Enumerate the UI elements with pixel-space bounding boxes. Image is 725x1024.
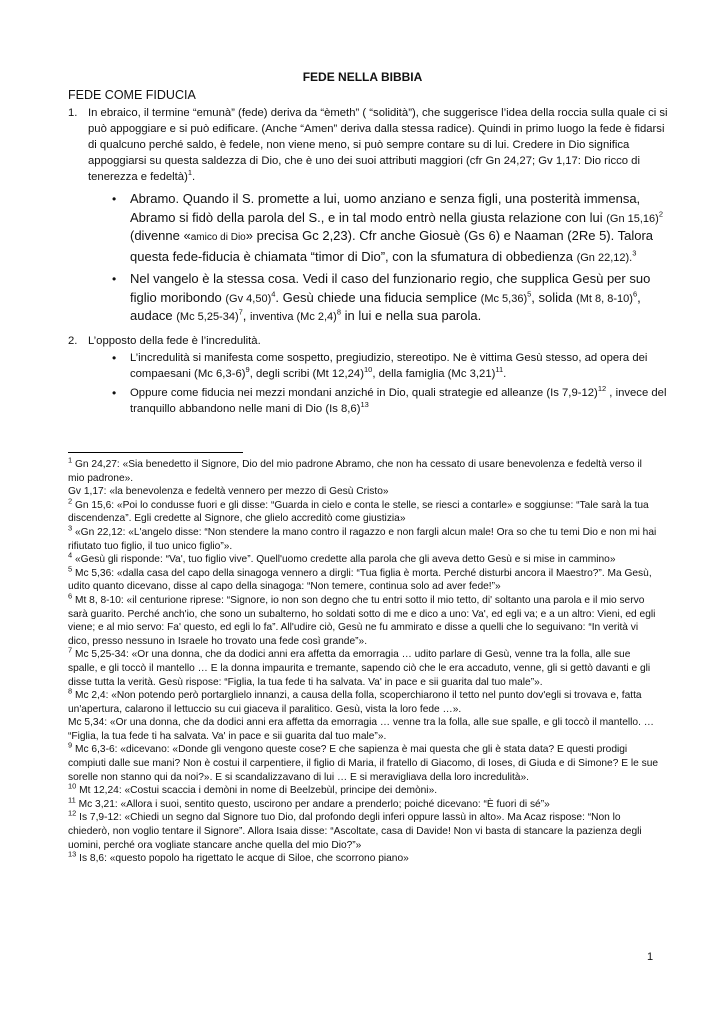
footnote-text: Mc 5,36: «dalla casa del capo della sinagoga vennero a dirgli: “Tua figlia è morta. Perché disturbi ancora il Maestro?”. Ma Gesù, udito quanto dicevano, disse al capo della sinagoga: “Non temere, continua solo ad aver fede!”» — [68, 567, 652, 593]
citation: (Mc 5,36) — [480, 292, 528, 305]
footnote — [68, 485, 660, 499]
bullet-text: , della famiglia (Mc 3,21) — [372, 368, 496, 380]
footnote — [68, 550, 660, 567]
citation: (Gv 4,50) — [225, 292, 272, 305]
bullet-text: , invece del tranquillo abbandono nelle mani di Dio (Is 8,6) — [130, 387, 667, 415]
footnote — [68, 849, 660, 866]
section-heading: FEDE COME FIDUCIA — [68, 88, 196, 102]
footnote — [68, 564, 660, 594]
footnote-text: Gv 1,17: «la benevolenza e fedeltà vennero per mezzo di Gesù Cristo» — [68, 486, 389, 498]
bullet-text: Oppure come fiducia nei mezzi mondani anziché in Dio, quali strategie ed alleanze (Is 7,9-12) — [130, 387, 598, 399]
bullet-abramo — [112, 190, 675, 266]
footnote-number: 4 — [68, 550, 73, 560]
footnote-separator — [68, 452, 243, 453]
footnote-text: Gn 15,6: «Poi lo condusse fuori e gli disse: “Guarda in cielo e conta le stelle, se riesci a contarle» e soggiunse: “Tale sarà la tua discendenza”. Egli credette al Signore, che glielo accreditò come giustizia» — [68, 499, 649, 525]
footnote-number: 10 — [68, 781, 77, 791]
footnote-text: Mt 12,24: «Costui scaccia i demòni in nome di Beelzebùl, principe dei demòni». — [76, 785, 438, 797]
footnote-ref[interactable]: 6 — [632, 289, 638, 299]
footnote-ref[interactable]: 4 — [271, 289, 276, 299]
bullet-text: . — [503, 368, 507, 380]
footnote-text: Mc 2,4: «Non potendo però portarglielo innanzi, a causa della folla, scoperchiarono il tetto nel punto dov'egli si trovava e, fatta un'apertura, calarono il lettuccio su cui giaceva il paralitico. Gesù, vista la loro fede …». — [68, 690, 642, 715]
bullet-incredulita — [112, 350, 675, 382]
citation: (Mt 8, 8-10) — [576, 292, 633, 305]
footnote-ref[interactable]: 9 — [245, 365, 250, 375]
bullet-text: L’incredulità si manifesta come sospetto, pregiudizio, stereotipo. Ne è vittima Gesù stesso, ad opera dei compaesani (Mc 6,3-6) — [130, 352, 648, 380]
footnote-text: Mc 5,34: «Or una donna, che da dodici anni era affetta da emorragia … venne tra la folla, alle sue spalle, e gli toccò il mantello. … “Figlia, la tua fede ti ha salvata. Va' in pace e sii guarita dal tuo male”». — [68, 717, 654, 742]
bullet-text: , degli scribi (Mt 12,24) — [249, 368, 364, 380]
list-number: 2. — [68, 335, 78, 347]
footnote-number: 9 — [68, 741, 73, 751]
footnote-number: 12 — [68, 809, 77, 819]
item-text: L’opposto della fede è l’incredulità. — [88, 335, 261, 347]
footnote-number: 6 — [68, 591, 73, 601]
footnote-ref[interactable]: 10 — [363, 365, 373, 375]
bullet-icon: • — [112, 386, 117, 400]
citation: (Gn 15,16) — [606, 212, 659, 225]
footnote — [68, 743, 660, 784]
footnote — [68, 716, 660, 743]
footnote — [68, 523, 660, 553]
bullet-text: . Gesù chiede una fiducia semplice — [275, 289, 481, 305]
footnote — [68, 591, 660, 648]
bullet-text: Abramo. Quando il S. promette a lui, uomo anziano e senza figli, una posterità immensa, Abramo si fidò della parola del S., e in tal modo entrò nella giusta relazione con lui — [130, 191, 641, 225]
footnote-number: 13 — [68, 849, 77, 859]
footnote-text: Is 8,6: «questo popolo ha rigettato le acque di Siloe, che scorrono piano» — [76, 853, 409, 865]
footnote-text: «Gesù gli risponde: “Va', tuo figlio vive”. Quell'uomo credette alla parola che gli aveva detto Gesù e si mise in cammino» — [72, 554, 616, 566]
bullet-text: , solida — [531, 289, 577, 305]
footnote — [68, 686, 660, 716]
quote: amico di Dio — [190, 232, 246, 243]
footnote — [68, 496, 660, 526]
bullet-text: » precisa Gc 2,23). Cfr anche Giosuè (Gs 6) e Naaman (2Re 5). Talora questa fede-fiducia è chiamata “timor di Dio”, con la sfumatura di obbedienza — [130, 228, 654, 264]
footnote-ref[interactable]: 7 — [238, 307, 243, 317]
footnote — [68, 645, 660, 689]
list-item-1 — [68, 105, 668, 185]
footnote-number: 3 — [68, 523, 73, 533]
bullet-text: , audace — [130, 289, 641, 323]
footnote — [68, 811, 660, 852]
footnote-text: Is 7,9-12: «Chiedi un segno dal Signore tuo Dio, dal profondo degli inferi oppure lassù in alto». Ma Acaz rispose: “Non lo chiederò, non voglio tentare il Signore”. Allora Isaia disse: “Ascoltate, casa di Davide! Non vi basta di stancare la pazienza degli uomini, perché ora vogliate stancare anche quella del mio Dio?”» — [68, 812, 642, 851]
footnote-number: 11 — [68, 795, 76, 805]
footnote-text: Mc 3,21: «Allora i suoi, sentito questo, uscirono per andare a prenderlo; poiché dicevano: “È fuori di sé”» — [75, 798, 550, 810]
list-number: 1. — [68, 107, 78, 119]
footnote-ref[interactable]: 1 — [187, 168, 193, 178]
page-title: FEDE NELLA BIBBIA — [302, 70, 423, 84]
footnote-text: Mt 8, 8-10: «il centurione riprese: “Signore, io non son degno che tu entri sotto il mio tetto, di' soltanto una parola e il mio servo sarà guarito. Perché anch'io, che sono un subalterno, ho soldati sotto di me e dico a uno: Va', ed egli va; e a un altro: Vieni, ed egli viene; e al mio servo: Fa' questo, ed egli lo fa”. All'udire ciò, Gesù ne fu ammirato e disse a quelli che lo seguivano: “In verità vi dico, presso nessuno in Israele ho trovato una fede così grande”». — [68, 594, 656, 647]
footnote-text: «Gn 22,12: «L'angelo disse: “Non stendere la mano contro il ragazzo e non fargli alcun male! Ora so che tu temi Dio e non mi hai rifiutato tuo figlio, il tuo unico figlio”». — [68, 526, 657, 552]
footnote-text: Mc 5,25-34: «Or una donna, che da dodici anni era affetta da emorragia … udito parlare di Gesù, venne tra la folla, alle sue spalle, e gli toccò il mantello … E la donna impaurita e tremante, sapendo ciò che le era accaduto, venne, gli si gettò davanti e gli disse tutta la verità. Gesù rispose: “Figlia, la tua fede ti ha salvata. Va' in pace e sii guarita dal tuo male”». — [68, 649, 651, 688]
footnote-text: Mc 6,3-6: «dicevano: «Donde gli vengono queste cose? E che sapienza è mai questa che gli è stata data? E questi prodigi compiuti dalle sue mani? Non è costui il carpentiere, il figlio di Maria, il fratello di Giacomo, di Ioses, di Giuda e di Simone? E le sue sorelle non stanno qui da noi?». E si scandalizzavano di lui … E si meravigliava della loro incredulità». — [68, 744, 659, 783]
bullet-icon: • — [112, 272, 117, 286]
page-number: 1 — [647, 951, 654, 963]
bullet-text: in lui e nella sua parola. — [341, 308, 482, 323]
bullet-icon: • — [112, 351, 117, 365]
bullet-text: , — [242, 308, 251, 323]
list-item-2 — [68, 333, 668, 349]
citation: (Gn 22,12). — [576, 251, 633, 264]
footnote-ref[interactable]: 3 — [632, 248, 637, 258]
bullet-text: Nel vangelo è la stessa cosa. Vedi il caso del funzionario regio, che supplica Gesù per suo figlio moribondo — [130, 271, 651, 305]
footnote-ref[interactable]: 8 — [336, 307, 342, 317]
footnote — [68, 455, 660, 485]
bullet-fiducia-mondana — [112, 384, 675, 417]
footnote-ref[interactable]: 5 — [527, 289, 532, 299]
footnote-number: 1 — [68, 455, 73, 465]
footnote-text: Gn 24,27: «Sia benedetto il Signore, Dio del mio padrone Abramo, che non ha cessato di usare benevolenza e fedeltà verso il mio padrone». — [68, 459, 642, 484]
footnote-number: 7 — [68, 645, 73, 655]
footnote-ref[interactable]: 11 — [495, 365, 504, 375]
footnotes — [68, 455, 660, 866]
footnote-number: 8 — [68, 686, 73, 696]
footnote-ref[interactable]: 13 — [360, 400, 369, 410]
footnote — [68, 781, 660, 798]
bullet-list-1 — [112, 190, 675, 326]
citation: (Mc 5,25-34) — [176, 311, 239, 323]
bullet-text: (divenne « — [130, 228, 191, 243]
footnote-ref[interactable]: 2 — [658, 209, 663, 219]
footnote-number: 5 — [68, 564, 73, 574]
footnote-number: 2 — [68, 496, 73, 506]
footnote — [68, 795, 660, 812]
item-text-end: . — [192, 171, 196, 183]
bullet-icon: • — [112, 192, 117, 206]
bullet-list-2 — [112, 350, 675, 417]
footnote-ref[interactable]: 12 — [597, 384, 607, 394]
bullet-vangelo — [112, 270, 675, 326]
citation: inventiva (Mc 2,4) — [250, 311, 337, 323]
item-text: In ebraico, il termine “emunà” (fede) deriva da “èmeth” ( “solidità”), che suggerisce l’idea della roccia sulla quale ci si può appoggiare e si può edificare. (Anche “Amen” deriva dalla stessa radice). Quindi in primo luogo la fede è fidarsi di qualcuno perché saldo, è fedele, non viene meno, si può sempre contare su di lui. Credere in Dio significa appoggiarsi su questa saldezza di Dio, che è uno dei suoi attributi maggiori (cfr Gn 24,27; Gv 1,17: Dio ricco di tenerezza e fedeltà) — [88, 107, 668, 183]
